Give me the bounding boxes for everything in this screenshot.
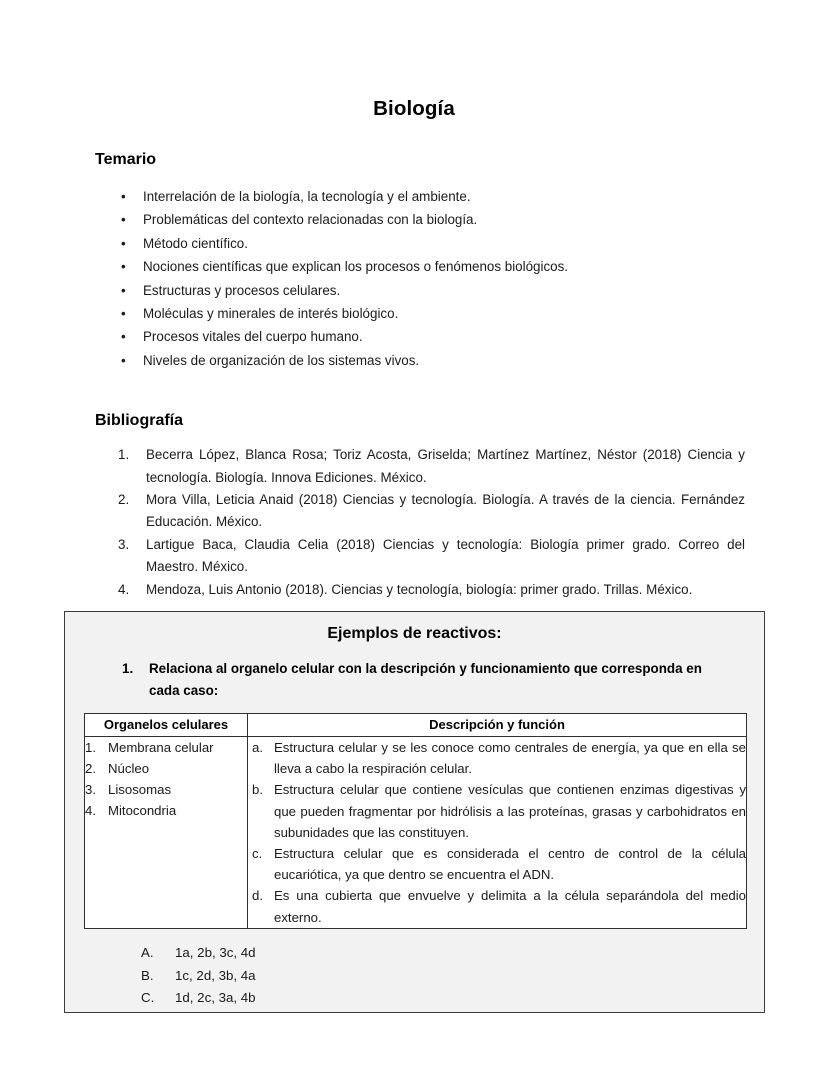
list-item-label: Niveles de organización de los sistemas vivos. xyxy=(143,352,420,368)
list-item xyxy=(0,325,828,348)
list-item-number: 1. xyxy=(85,740,96,755)
answer-option[interactable] xyxy=(141,987,256,1010)
descripciones-list xyxy=(248,737,746,928)
bullet-icon: • xyxy=(121,259,126,275)
list-item xyxy=(85,758,247,779)
list-item xyxy=(0,534,828,579)
page-title: Biología xyxy=(373,97,455,120)
bullet-icon: • xyxy=(121,306,126,322)
list-item-number: 3. xyxy=(85,782,96,797)
list-item-letter: c. xyxy=(252,846,263,862)
bullet-icon: • xyxy=(121,329,126,345)
list-item-label: Lisosomas xyxy=(108,782,172,797)
list-item xyxy=(248,737,746,779)
list-item-label: Núcleo xyxy=(108,761,150,776)
list-item xyxy=(248,885,746,927)
list-item xyxy=(0,232,828,255)
list-item-label: Moléculas y minerales de interés biológico. xyxy=(143,306,399,322)
list-item-label: Estructura celular que contiene vesículas que contienen enzimas digestivas y que pueden fragmentar por hidrólisis a las proteínas, grasas y carbohidratos en subunidades que las constituyen. xyxy=(274,782,746,840)
answer-option-letter: B. xyxy=(141,967,154,983)
list-item xyxy=(0,444,828,489)
section-heading-bibliografia: Bibliografía xyxy=(95,412,184,430)
list-item-label: Membrana celular xyxy=(108,740,214,755)
bullet-icon: • xyxy=(121,189,126,204)
descripciones-cell xyxy=(248,737,747,929)
list-item xyxy=(0,208,828,231)
list-item-number: 1. xyxy=(118,447,130,463)
organelos-table xyxy=(84,713,747,929)
bullet-icon: • xyxy=(121,352,126,368)
list-item xyxy=(85,800,247,821)
answer-options-list xyxy=(141,942,256,1010)
list-item xyxy=(0,579,828,601)
list-item-label: Es una cubierta que envuelve y delimita a la célula separándola del medio externo. xyxy=(274,888,746,925)
organelos-list xyxy=(85,737,247,821)
list-item-number: 2. xyxy=(85,761,96,776)
answer-option-label: 1c, 2d, 3b, 4a xyxy=(175,967,256,983)
list-item-number: 2. xyxy=(118,492,130,508)
section-heading-temario: Temario xyxy=(95,151,157,168)
list-item xyxy=(85,779,247,800)
list-item-label: Lartigue Baca, Claudia Celia (2018) Ciencias y tecnología: Biología primer grado. Correo del Maestro. México. xyxy=(146,536,745,575)
list-item-letter: d. xyxy=(252,888,263,904)
ejemplos-reactivos-box xyxy=(64,611,765,1013)
column-header-descripcion: Descripción y función xyxy=(248,714,747,737)
bullet-icon: • xyxy=(121,212,126,228)
organelos-cell xyxy=(85,737,248,929)
list-item-number: 4. xyxy=(118,581,130,597)
answer-option-label: 1a, 2b, 3c, 4d xyxy=(175,945,256,960)
list-item xyxy=(0,302,828,325)
list-item xyxy=(0,349,828,372)
answer-option-letter: C. xyxy=(141,990,155,1006)
list-item xyxy=(0,279,828,302)
list-item-number: 4. xyxy=(85,803,96,818)
list-item-label: Mendoza, Luis Antonio (2018). Ciencias y tecnología, biología: primer grado. Trillas. México. xyxy=(146,581,693,597)
table-row xyxy=(85,737,747,929)
question-text xyxy=(65,643,764,703)
bibliografia-list xyxy=(0,430,828,601)
question-number: 1. xyxy=(122,661,134,676)
reactivos-title: Ejemplos de reactivos: xyxy=(327,625,502,642)
list-item-label: Nociones científicas que explican los procesos o fenómenos biológicos. xyxy=(143,259,569,275)
bullet-icon: • xyxy=(121,235,126,251)
list-item xyxy=(85,737,247,758)
list-item-label: Becerra López, Blanca Rosa; Toriz Acosta, Griselda; Martínez Martínez, Néstor (2018) Ciencia y tecnología. Biología. Innova Ediciones. México. xyxy=(146,447,745,485)
answer-option[interactable] xyxy=(141,965,256,988)
list-item xyxy=(248,843,746,885)
column-header-organelos: Organelos celulares xyxy=(85,714,248,737)
list-item-label: Estructura celular que es considerada el centro de control de la célula eucariótica, ya que dentro se encuentra el ADN. xyxy=(274,846,746,883)
list-item xyxy=(0,489,828,534)
list-item xyxy=(0,255,828,278)
list-item-label: Estructuras y procesos celulares. xyxy=(143,282,341,298)
bullet-icon: • xyxy=(121,282,126,298)
list-item xyxy=(248,779,746,843)
list-item-label: Mitocondria xyxy=(108,803,177,818)
list-item-letter: a. xyxy=(252,740,263,755)
temario-list xyxy=(0,169,828,372)
answer-option[interactable] xyxy=(141,942,256,965)
list-item-label: Problemáticas del contexto relacionadas con la biología. xyxy=(143,212,478,228)
answer-option-letter: A. xyxy=(141,945,154,960)
list-item-number: 3. xyxy=(118,536,130,552)
list-item-label: Método científico. xyxy=(143,235,248,251)
list-item-label: Estructura celular y se les conoce como centrales de energía, ya que en ella se lleva a cabo la respiración celular. xyxy=(274,740,746,777)
answer-option-label: 1d, 2c, 3a, 4b xyxy=(175,990,256,1006)
question-label: Relaciona al organelo celular con la descripción y funcionamiento que corresponda en cada caso: xyxy=(149,661,702,699)
table-header-row xyxy=(85,714,747,737)
list-item-label: Interrelación de la biología, la tecnología y el ambiente. xyxy=(143,189,471,204)
list-item-letter: b. xyxy=(252,782,263,798)
list-item-label: Mora Villa, Leticia Anaid (2018) Ciencias y tecnología. Biología. A través de la ciencia. Fernández Educación. México. xyxy=(146,492,745,530)
list-item xyxy=(0,185,828,208)
list-item-label: Procesos vitales del cuerpo humano. xyxy=(143,329,363,345)
